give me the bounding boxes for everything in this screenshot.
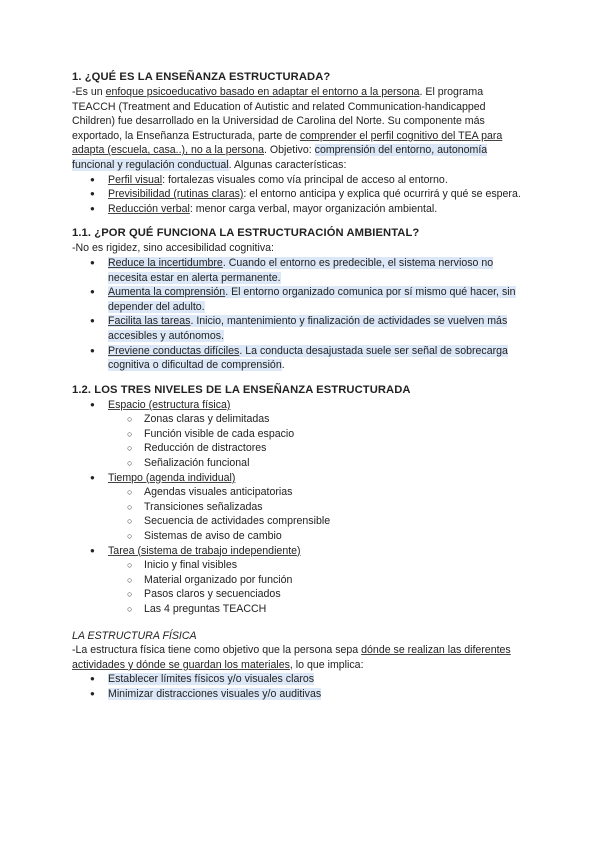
highlighted-text: comprensión del entorno, autonomía funcional y regulación conductual — [72, 144, 488, 171]
list-term: Reduce la incertidumbre — [108, 256, 223, 269]
list-term: Previsibilidad (rutinas claras) — [108, 188, 244, 201]
level-item — [108, 471, 528, 544]
level-label: Tiempo (agenda individual) — [108, 471, 236, 484]
list-term: Previene conductas difíciles — [108, 344, 240, 357]
list-text: : menor carga verbal, mayor organización ambiental. — [189, 202, 438, 215]
text-run: . Algunas características: — [228, 158, 347, 171]
list-item — [108, 672, 528, 687]
list-term: Reducción verbal — [108, 202, 190, 215]
list-text: . El entorno organizado comunica por sí mismo qué hacer, sin depender del adulto. — [108, 286, 516, 313]
sub-list — [108, 412, 528, 470]
list-item — [108, 314, 528, 343]
sub-item: ○ Secuencia de actividades comprensible — [144, 514, 528, 529]
list-item — [108, 202, 528, 217]
text-run: -Es un — [72, 86, 106, 98]
level-label: Espacio (estructura física) — [108, 398, 231, 411]
sub-item: ○ Transiciones señalizadas — [144, 500, 528, 515]
sub-item: ○ Reducción de distractores — [144, 441, 528, 456]
highlighted-text: Establecer límites físicos y/o visuales claros — [108, 673, 315, 686]
sub-item: ○ Pasos claros y secuenciados — [144, 587, 528, 602]
section-1-2-title: 1.2. LOS TRES NIVELES DE LA ENSEÑANZA ESTRUCTURADA — [72, 383, 411, 396]
section-1-1-title: 1.1. ¿POR QUÉ FUNCIONA LA ESTRUCTURACIÓN AMBIENTAL? — [72, 227, 420, 240]
subsection-paragraph — [72, 643, 528, 672]
sub-item: ○ Las 4 preguntas TEACCH — [144, 602, 528, 617]
underlined-text: dónde se realizan las diferentes actividades y dónde se guardan los materiales — [72, 644, 511, 671]
list-term: Facilita las tareas — [108, 315, 191, 328]
list-item — [108, 173, 528, 188]
list-text: . Cuando el entorno es predecible, el sistema nervioso no necesita estar en alerta permanente. — [108, 256, 494, 284]
text-run: . Objetivo: — [264, 144, 315, 157]
sub-item: ○ Inicio y final visibles — [144, 558, 528, 573]
section-1-title: 1. ¿QUÉ ES LA ENSEÑANZA ESTRUCTURADA? — [72, 71, 331, 83]
subsection-list — [72, 672, 528, 701]
section-1-paragraph — [72, 85, 528, 173]
underlined-text: comprender el perfil cognitivo del TEA para adapta (escuela, casa..), no a la persona — [72, 129, 503, 157]
list-item — [108, 187, 528, 202]
list-item — [108, 687, 528, 702]
list-term: Perfil visual — [108, 173, 163, 186]
sub-item: ○ Sistemas de aviso de cambio — [144, 529, 528, 544]
sub-item: ○ Función visible de cada espacio — [144, 427, 528, 442]
list-term: Aumenta la comprensión — [108, 286, 226, 299]
list-text: . — [281, 359, 285, 372]
sub-item: ○ Material organizado por función — [144, 573, 528, 588]
subsection-title: LA ESTRUCTURA FÍSICA — [72, 629, 197, 642]
list-item — [108, 344, 528, 373]
levels-list — [72, 398, 528, 617]
sub-item: ○ Señalización funcional — [144, 456, 528, 471]
sub-item: ○ Zonas claras y delimitadas — [144, 412, 528, 427]
highlighted-text: Minimizar distracciones visuales y/o auditivas — [108, 687, 322, 700]
underlined-text: enfoque psicoeducativo basado en adaptar el entorno a la persona — [105, 86, 420, 98]
section-1-1-list — [72, 256, 528, 373]
level-label: Tarea (sistema de trabajo independiente) — [108, 544, 301, 557]
level-item — [108, 398, 528, 471]
section-1-1-intro: -No es rigidez, sino accesibilidad cognitiva: — [72, 242, 274, 255]
sub-list — [108, 485, 528, 543]
list-text: . Inicio, mantenimiento y finalización de actividades se vuelven más accesibles y autónomos. — [108, 315, 508, 342]
document-body — [72, 70, 528, 702]
sub-item: ○ Agendas visuales anticipatorias — [144, 485, 528, 500]
list-text: : fortalezas visuales como vía principal de acceso al entorno. — [162, 173, 448, 186]
text-run: , lo que implica: — [289, 658, 364, 671]
text-run: -La estructura física tiene como objetivo que la persona sepa — [72, 644, 362, 657]
list-item — [108, 256, 528, 285]
level-item — [108, 544, 528, 617]
list-text: . La — [239, 344, 260, 357]
highlighted-text: conducta desajustada suele ser señal de sobrecarga cognitiva o dificultad de comprensión — [108, 344, 508, 372]
text-run: . El programa TEACCH (Treatment and Education of Autistic and related Communication-handicapped Children) fue desarrollado en la Universidad de Carolina del Norte. Su componente más exportado, la Enseñanza Estructurada, parte de — [72, 86, 486, 142]
list-item — [108, 285, 528, 314]
section-1-list — [72, 173, 528, 217]
sub-list — [108, 558, 528, 616]
list-text: : el entorno anticipa y explica qué ocurrirá y qué se espera. — [243, 188, 521, 201]
